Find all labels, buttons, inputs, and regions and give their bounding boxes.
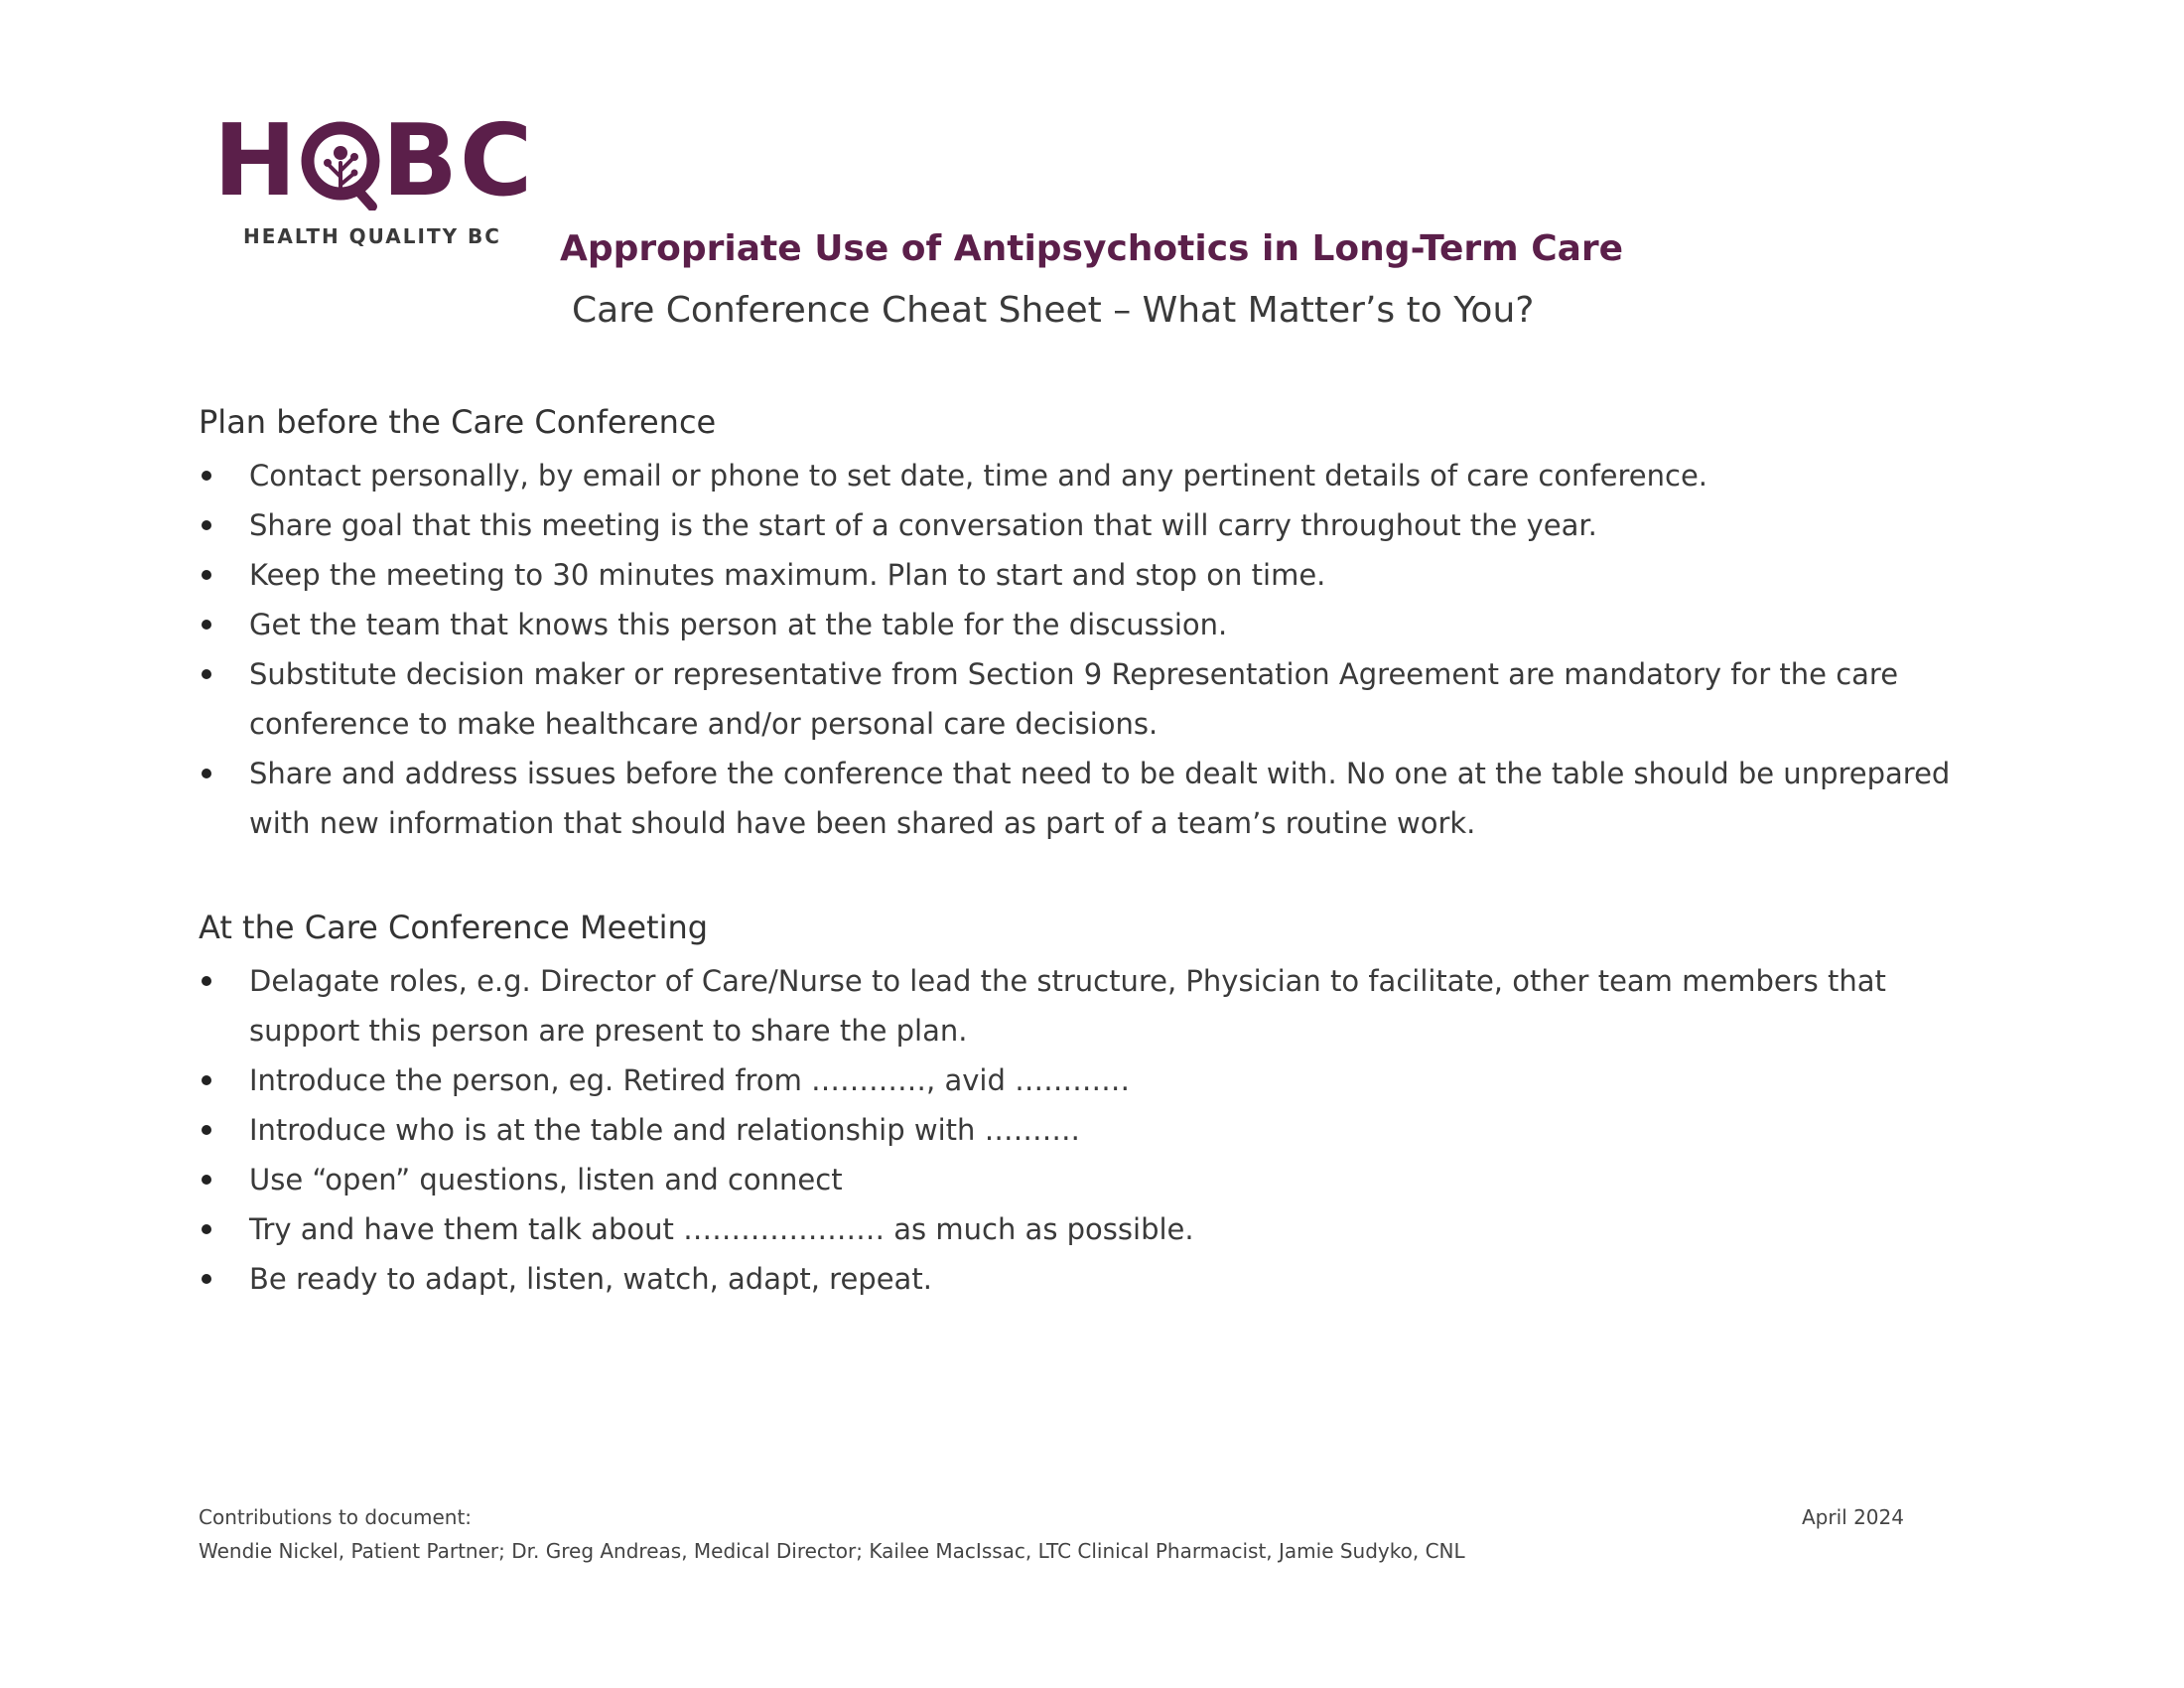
list-item: Share goal that this meeting is the start of a conversation that will carry throughout the year. [199, 500, 1985, 550]
list-item: Share and address issues before the conference that need to be dealt with. No one at the table should be unprepared with new information that should have been shared as part of a team’s routine work. [199, 749, 1985, 848]
section-heading-plan: Plan before the Care Conference [199, 403, 717, 441]
plan-list [199, 451, 1985, 848]
contributors-list: Wendie Nickel, Patient Partner; Dr. Greg Andreas, Medical Director; Kailee MacIssac, LTC Clinical Pharmacist, Jamie Sudyko, CNL [199, 1539, 1465, 1563]
section-heading-meeting: At the Care Conference Meeting [199, 909, 709, 946]
list-item: Introduce who is at the table and relationship with ………. [199, 1105, 1985, 1155]
list-item: Introduce the person, eg. Retired from …………, avid ………… [199, 1055, 1985, 1105]
list-item: Be ready to adapt, listen, watch, adapt, repeat. [199, 1254, 1985, 1304]
tree-in-q-icon [301, 111, 380, 211]
contributions-label: Contributions to document: [199, 1505, 473, 1529]
meeting-list [199, 956, 1985, 1304]
list-item: Contact personally, by email or phone to set date, time and any pertinent details of care conference. [199, 451, 1985, 500]
list-item: Substitute decision maker or representative from Section 9 Representation Agreement are mandatory for the care conference to make healthcare and/or personal care decisions. [199, 649, 1985, 749]
list-item: Try and have them talk about ………………… as much as possible. [199, 1204, 1985, 1254]
logo-letters-right: BC [381, 102, 535, 218]
logo-wordmark [213, 102, 535, 218]
list-item: Delagate roles, e.g. Director of Care/Nurse to lead the structure, Physician to facilitate, other team members that support this person are present to share the plan. [199, 956, 1985, 1055]
hqbc-logo [213, 102, 535, 250]
document-subtitle: Care Conference Cheat Sheet – What Matter’s to You? [572, 290, 1535, 331]
document-title: Appropriate Use of Antipsychotics in Long-Term Care [560, 228, 1624, 269]
logo-tagline: HEALTH QUALITY BC [243, 224, 501, 248]
list-item: Keep the meeting to 30 minutes maximum. Plan to start and stop on time. [199, 550, 1985, 600]
document-date: April 2024 [1802, 1505, 1904, 1529]
list-item: Use “open” questions, listen and connect [199, 1155, 1985, 1204]
list-item: Get the team that knows this person at the table for the discussion. [199, 600, 1985, 649]
logo-letters-left: H [213, 102, 299, 218]
